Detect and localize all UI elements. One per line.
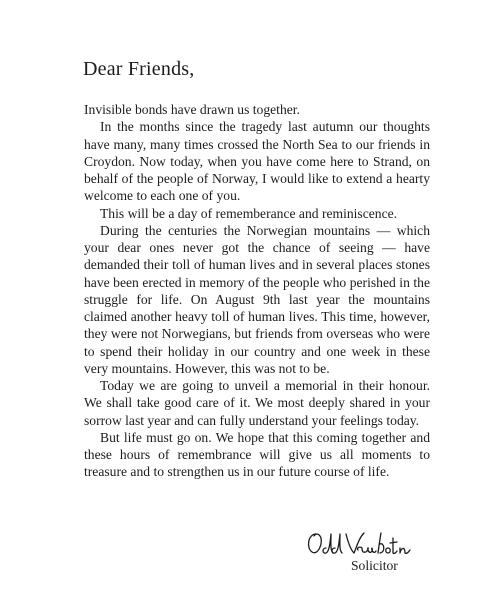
paragraph-4: During the centuries the Norwegian mountains — which your dear ones never got the chance of seeing — have demanded their toll of human lives and in several places stones have been erected in memory of the people who perished in the struggle for life. On August 9th last year the mountains claimed another heavy toll of human lives. This time, however, they were not Norwegians, but friends from overseas who were to spend their holiday in our country and one week in these very mountains. However, this was not to be. [84,222,430,376]
letter-body [84,101,430,481]
paragraph-6: But life must go on. We hope that this coming together and these hours of remembrance will give us all moments to treasure and to strengthen us in our future course of life. [84,429,430,480]
paragraph-1: Invisible bonds have drawn us together. [84,102,300,117]
signer-title: Solicitor [351,558,398,573]
paragraph-5: Today we are going to unveil a memorial in their honour. We shall take good care of it. We most deeply shared in your sorrow last year and can fully understand your feelings today. [84,378,430,428]
paragraph-3: This will be a day of rememberance and reminiscence. [100,205,398,221]
paragraph-2: In the months since the tragedy last autumn our thoughts have many, many times crossed the North Sea to our friends in Croydon. Now today, when you have come here to Strand, on behalf of the people of Norway, I would like to extend a hearty welcome to each one of you. [84,119,430,204]
handwritten-signature [304,528,414,558]
letter-greeting: Dear Friends, [83,58,195,80]
